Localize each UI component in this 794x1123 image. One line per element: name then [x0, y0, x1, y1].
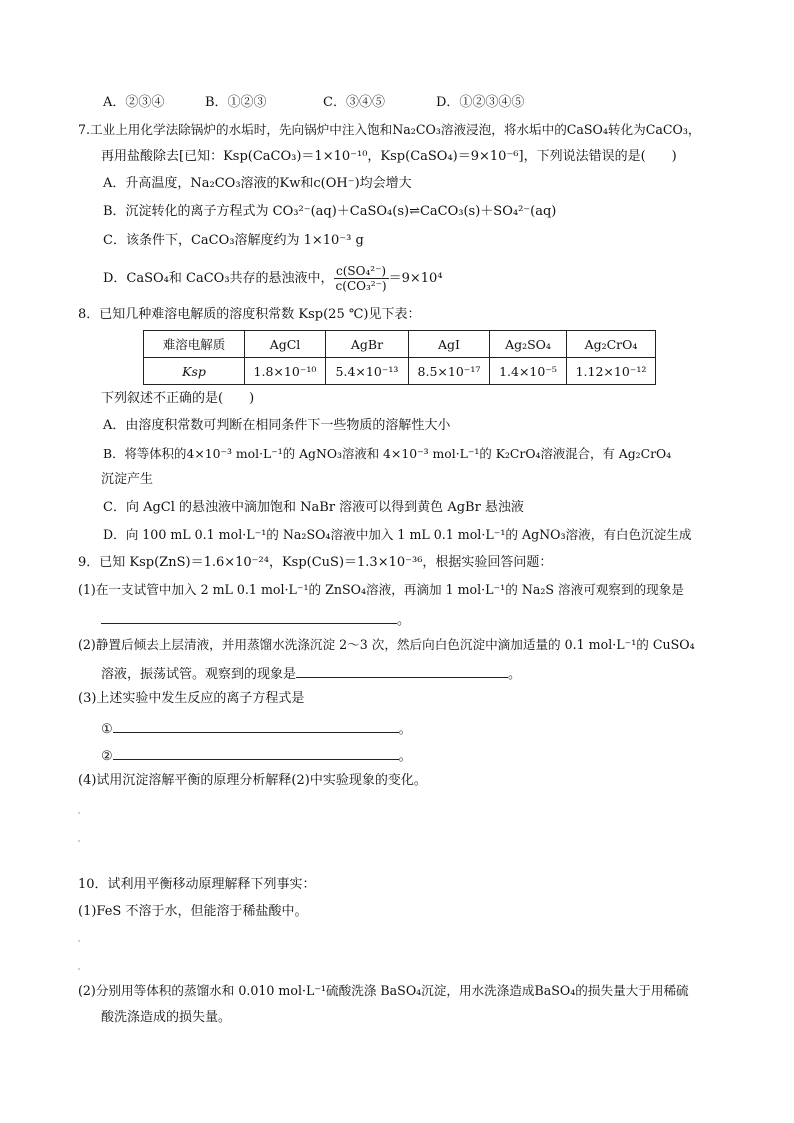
answer-blank[interactable] [113, 745, 399, 760]
table-header-row [144, 331, 656, 358]
q7-option-d-suffix: ＝9×10⁴ [388, 271, 443, 286]
q6-option-b: B．①②③ [205, 95, 267, 110]
q6-option-a: A．②③④ [103, 95, 165, 110]
q9-equation-1 [101, 718, 412, 739]
q7-fraction [334, 264, 389, 293]
q7-stem-line1: 7.工业上用化学法除锅炉的水垢时，先向锅炉中注入饱和Na₂CO₃溶液浸泡，将水垢中的CaSO₄转化为CaCO₃， [78, 122, 701, 137]
q9-part1-answer [101, 609, 410, 630]
q9-stem: 9．已知 Ksp(ZnS)＝1.6×10⁻²⁴，Ksp(CuS)＝1.3×10⁻³⁶，根据实验回答问题： [78, 555, 553, 570]
table-cell: 1.8×10⁻¹⁰ [245, 358, 326, 385]
table-header-cell: AgBr [326, 331, 409, 358]
q9-part2-text: 溶液，振荡试管。观察到的现象是 [101, 667, 297, 682]
answer-blank-end: 。 [398, 749, 412, 764]
q8-option-c: C．向 AgCl 的悬浊液中滴加饱和 NaBr 溶液可以得到黄色 AgBr 悬浊液 [103, 500, 524, 515]
answer-blank[interactable] [101, 609, 397, 624]
table-row [144, 358, 656, 385]
table-header-cell: AgI [409, 331, 490, 358]
table-header-cell: AgCl [245, 331, 326, 358]
table-cell: 8.5×10⁻¹⁷ [409, 358, 490, 385]
q6-option-c: C．③④⑤ [323, 95, 385, 110]
answer-blank-end: 。 [398, 722, 412, 737]
table-cell: 1.12×10⁻¹² [567, 358, 656, 385]
scan-dot [78, 940, 80, 942]
q9-part2-line2 [101, 663, 521, 684]
q10-part2-line2: 酸洗涤造成的损失量。 [101, 1010, 232, 1025]
equation-marker: ① [101, 722, 113, 737]
q9-part4: (4)试用沉淀溶解平衡的原理分析解释(2)中实验现象的变化。 [78, 773, 427, 788]
q10-part1: (1)FeS 不溶于水，但能溶于稀盐酸中。 [78, 904, 308, 919]
q8-stem: 8．已知几种难溶电解质的溶度积常数 Ksp(25 ℃)见下表： [78, 307, 421, 322]
answer-blank[interactable] [296, 663, 508, 678]
q6-option-d: D．①②③④⑤ [436, 95, 525, 110]
q7-option-d-prefix: D．CaSO₄和 CaCO₃共存的悬浊液中， [103, 271, 334, 286]
table-cell: 5.4×10⁻¹³ [326, 358, 409, 385]
ksp-table [143, 330, 656, 385]
q10-part2-line1: (2)分别用等体积的蒸馏水和 0.010 mol·L⁻¹硫酸洗涤 BaSO₄沉淀，用水洗涤造成BaSO₄的损失量大于用稀硫 [78, 983, 689, 998]
q7-stem-line2: 再用盐酸除去[已知：Ksp(CaCO₃)＝1×10⁻¹⁰，Ksp(CaSO₄)＝9×10⁻⁶]，下列说法错误的是( ) [101, 149, 677, 164]
scan-dot [78, 968, 80, 970]
q8-option-b-line2: 沉淀产生 [101, 472, 154, 487]
q7-option-a: A．升高温度，Na₂CO₃溶液的Kw和c(OH⁻)均会增大 [103, 176, 412, 191]
q10-stem: 10．试利用平衡移动原理解释下列事实： [78, 877, 316, 892]
answer-blank-end: 。 [508, 667, 522, 682]
q8-question: 下列叙述不正确的是( ) [101, 391, 255, 406]
scan-dot [78, 812, 80, 814]
q8-option-a: A．由溶度积常数可判断在相同条件下一些物质的溶解性大小 [103, 418, 451, 433]
q9-part2-line1: (2)静置后倾去上层清液，并用蒸馏水洗涤沉淀 2～3 次，然后向白色沉淀中滴加适量的 0.1 mol·L⁻¹的 CuSO₄ [78, 637, 695, 652]
q7-option-b: B．沉淀转化的离子方程式为 CO₃²⁻(aq)＋CaSO₄(s)⇌CaCO₃(s)＋SO₄²⁻(aq) [103, 204, 557, 219]
q8-option-b-line1: B．将等体积的4×10⁻³ mol·L⁻¹的 AgNO₃溶液和 4×10⁻³ mol·L⁻¹的 K₂CrO₄溶液混合，有 Ag₂CrO₄ [103, 446, 672, 461]
q9-part3: (3)上述实验中发生反应的离子方程式是 [78, 691, 305, 706]
q7-fraction-numerator: c(SO₄²⁻) [334, 264, 389, 279]
table-header-cell: Ag₂SO₄ [490, 331, 567, 358]
q7-option-d [103, 262, 443, 296]
table-cell: Ksp [144, 358, 245, 385]
q7-option-c: C．该条件下，CaCO₃溶解度约为 1×10⁻³ g [103, 233, 364, 248]
table-header-cell: 难溶电解质 [144, 331, 245, 358]
table-cell: 1.4×10⁻⁵ [490, 358, 567, 385]
q9-equation-2 [101, 745, 412, 766]
q9-part1-line1: (1)在一支试管中加入 2 mL 0.1 mol·L⁻¹的 ZnSO₄溶液，再滴加 1 mol·L⁻¹的 Na₂S 溶液可观察到的现象是 [78, 582, 684, 597]
answer-blank-end: 。 [397, 613, 411, 628]
table-header-cell: Ag₂CrO₄ [567, 331, 656, 358]
scan-dot [78, 840, 80, 842]
equation-marker: ② [101, 749, 113, 764]
q7-fraction-denominator: c(CO₃²⁻) [335, 279, 387, 293]
q8-option-d: D．向 100 mL 0.1 mol·L⁻¹的 Na₂SO₄溶液中加入 1 mL 0.1 mol·L⁻¹的 AgNO₃溶液，有白色沉淀生成 [103, 527, 692, 542]
answer-blank[interactable] [113, 718, 399, 733]
